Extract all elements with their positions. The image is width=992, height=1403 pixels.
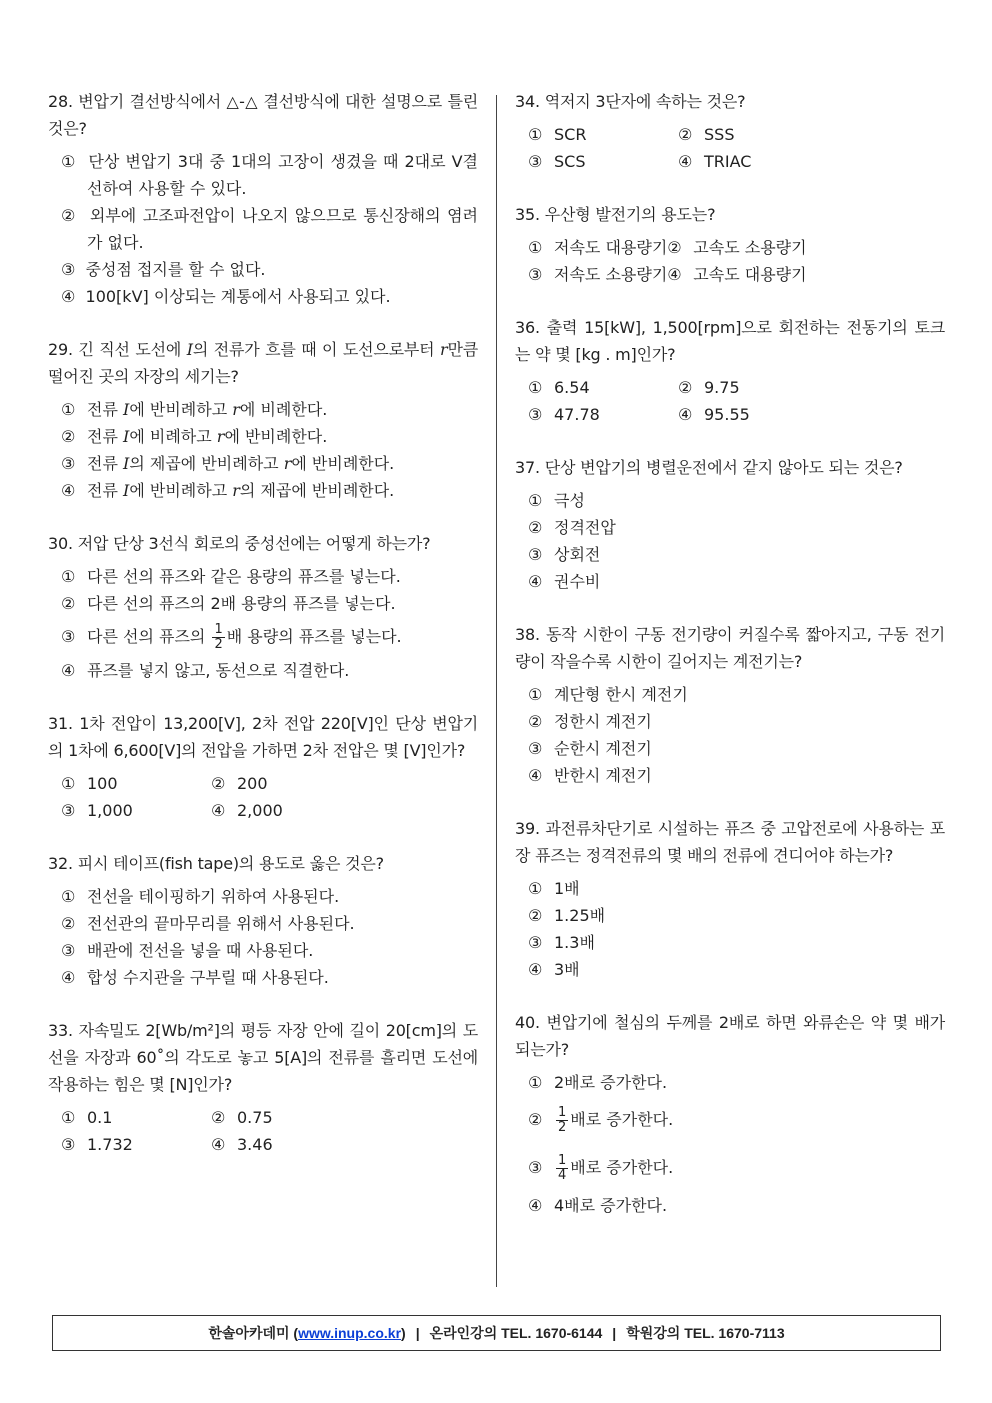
option-3[interactable] [61, 617, 478, 657]
question-35 [515, 201, 945, 288]
option-4[interactable] [211, 1131, 361, 1158]
option-number: ② [61, 427, 76, 446]
option-number: ③ [61, 260, 76, 279]
option-2[interactable] [528, 514, 945, 541]
option-4[interactable] [528, 956, 945, 983]
option-number: ① [528, 378, 543, 397]
option-text: $\frac{1}{2}$ 배로 증가한다. [558, 1105, 674, 1135]
stem-part: 29. 긴 직선 도선에 [48, 340, 187, 359]
option-3[interactable] [528, 1144, 945, 1192]
option-text: 47.78 [554, 405, 600, 424]
option-text: 1,000 [87, 801, 133, 820]
option-list [48, 396, 478, 504]
question-stem: 37. 단상 변압기의 병렬운전에서 같지 않아도 되는 것은? [515, 458, 903, 477]
option-3[interactable] [528, 735, 945, 762]
fraction: $\frac{1}{4}$ [558, 1153, 567, 1183]
option-grid [515, 121, 945, 175]
option-3[interactable] [528, 541, 945, 568]
question-stem: 28. 변압기 결선방식에서 △-△ 결선방식에 대한 설명으로 틀린 것은? [48, 92, 478, 138]
option-3[interactable] [528, 148, 678, 175]
option-list [515, 875, 945, 983]
option-text: 외부에 고조파전압이 나오지 않으므로 통신장해의 염려가 없다. [87, 206, 479, 252]
option-number: ③ [528, 265, 543, 284]
option-number: ② [528, 518, 543, 537]
option-text: 퓨즈를 넣지 않고, 동선으로 직결한다. [87, 661, 350, 680]
option-text: 저속도 대용량기 [554, 238, 668, 257]
question-38 [515, 621, 945, 789]
option-3[interactable] [61, 797, 211, 824]
option-text: 권수비 [554, 572, 601, 591]
option-1[interactable] [61, 1104, 211, 1131]
option-number: ② [61, 914, 76, 933]
option-text: 100 [87, 774, 118, 793]
option-3[interactable] [528, 261, 667, 288]
question-39 [515, 815, 945, 983]
option-number: ① [528, 685, 543, 704]
question-37 [515, 454, 945, 595]
question-stem: 30. 저압 단상 3선식 회로의 중성선에는 어떻게 하는가? [48, 534, 431, 553]
option-text: 0.75 [237, 1108, 273, 1127]
question-28 [48, 88, 478, 310]
option-2[interactable] [61, 590, 478, 617]
option-number: ④ [678, 152, 693, 171]
option-3[interactable] [528, 401, 678, 428]
option-text: $\frac{1}{4}$ 배로 증가한다. [558, 1153, 674, 1183]
offline-lecture-phone: 학원강의 TEL. 1670-7113 [626, 1325, 785, 1341]
option-number: ① [61, 400, 76, 419]
option-2[interactable] [61, 202, 478, 256]
option-text: 다른 선의 퓨즈의 2배 용량의 퓨즈를 넣는다. [87, 594, 396, 613]
option-text: 고속도 대용량기 [693, 265, 807, 284]
option-text: 정한시 계전기 [554, 712, 652, 731]
option-4[interactable] [528, 1192, 945, 1219]
question-40 [515, 1009, 945, 1219]
option-grid [48, 1104, 478, 1158]
option-text: 1.3배 [554, 933, 595, 952]
option-grid [515, 234, 945, 288]
online-lecture-phone: 온라인강의 TEL. 1670-6144 [429, 1325, 603, 1341]
stem-part: 의 전류가 흐를 때 이 도선으로부터 [192, 340, 441, 359]
option-grid [48, 770, 478, 824]
option-number: ① [528, 491, 543, 510]
footer-separator: | [612, 1325, 617, 1341]
option-text: 전류 I의 제곱에 반비례하고 r에 반비례한다. [87, 454, 395, 473]
option-number: ③ [528, 933, 543, 952]
option-text: SSS [704, 125, 735, 144]
question-stem: 35. 우산형 발전기의 용도는? [515, 205, 716, 224]
question-stem: 38. 동작 시한이 구동 전기량이 커질수록 짧아지고, 구동 전기량이 작을수록 시한이 길어지는 계전기는? [515, 625, 945, 671]
option-3[interactable] [61, 450, 478, 477]
question-stem: 31. 1차 전압이 13,200[V], 2차 전압 220[V]인 단상 변압기의 1차에 6,600[V]의 전압을 가하면 2차 전압은 몇 [V]인가? [48, 714, 478, 760]
question-31 [48, 710, 478, 824]
option-list [515, 681, 945, 789]
option-4[interactable] [61, 657, 478, 684]
option-4[interactable] [61, 477, 478, 504]
academy-name: 한솔아카데미 ( [208, 1325, 299, 1341]
option-text: 4배로 증가한다. [554, 1196, 668, 1215]
option-number: ④ [61, 968, 76, 987]
option-2[interactable] [667, 234, 806, 261]
option-1[interactable] [528, 1069, 945, 1096]
fraction: $\frac{1}{2}$ [214, 622, 223, 652]
option-text: 전류 I에 반비례하고 r의 제곱에 반비례한다. [87, 481, 395, 500]
option-number: ① [528, 879, 543, 898]
left-column [48, 88, 478, 1158]
question-34 [515, 88, 945, 175]
option-number: ③ [528, 1158, 543, 1177]
option-text: 상회전 [554, 545, 601, 564]
option-number: ① [61, 567, 76, 586]
option-4[interactable] [678, 401, 828, 428]
option-text: 2,000 [237, 801, 283, 820]
option-text: 200 [237, 774, 268, 793]
option-text: 다른 선의 퓨즈의 $\frac{1}{2}$ 배 용량의 퓨즈를 넣는다. [87, 622, 402, 652]
academy-close-paren: ) [401, 1325, 406, 1341]
question-33 [48, 1017, 478, 1158]
option-4[interactable] [211, 797, 361, 824]
option-number: ③ [528, 405, 543, 424]
option-3[interactable] [61, 1131, 211, 1158]
option-number: ③ [528, 152, 543, 171]
option-4[interactable] [667, 261, 806, 288]
option-number: ② [211, 774, 226, 793]
option-text: 3.46 [237, 1135, 273, 1154]
option-number: ③ [61, 454, 76, 473]
option-text: 100[kV] 이상되는 계통에서 사용되고 있다. [85, 287, 391, 306]
option-2[interactable] [678, 121, 828, 148]
option-number: ② [678, 125, 693, 144]
option-number: ④ [528, 572, 543, 591]
option-3[interactable] [61, 256, 478, 283]
option-3[interactable] [61, 937, 478, 964]
question-stem: 36. 출력 15[kW], 1,500[rpm]으로 회전하는 전동기의 토크는 약 몇 [kg . m]인가? [515, 318, 945, 364]
option-number: ④ [678, 405, 693, 424]
option-text: 1.25배 [554, 906, 606, 925]
option-text: 전류 I에 반비례하고 r에 비례한다. [87, 400, 328, 419]
option-number: ① [61, 887, 76, 906]
option-number: ④ [61, 287, 76, 306]
option-number: ① [61, 152, 77, 171]
question-stem: 40. 변압기에 철심의 두께를 2배로 하면 와류손은 약 몇 배가 되는가? [515, 1013, 945, 1059]
option-2[interactable] [211, 1104, 361, 1131]
question-36 [515, 314, 945, 428]
option-1[interactable] [528, 234, 667, 261]
option-text: TRIAC [704, 152, 752, 171]
option-1[interactable] [61, 883, 478, 910]
option-text: 극성 [554, 491, 585, 510]
right-column [515, 88, 945, 1219]
option-1[interactable] [61, 396, 478, 423]
option-text: 9.75 [704, 378, 740, 397]
option-text: 저속도 소용량기 [554, 265, 668, 284]
option-1[interactable] [528, 875, 945, 902]
option-2[interactable] [61, 423, 478, 450]
option-2[interactable] [528, 708, 945, 735]
option-number: ① [528, 1073, 543, 1092]
question-stem: 32. 피시 테이프(fish tape)의 용도로 옳은 것은? [48, 854, 384, 873]
option-number: ③ [61, 941, 76, 960]
variable-i: I [186, 340, 193, 359]
option-number: ② [667, 238, 682, 257]
option-number: ③ [61, 1135, 76, 1154]
academy-website-link[interactable]: www.inup.co.kr [298, 1325, 402, 1341]
option-text: 전선을 테이핑하기 위하여 사용된다. [87, 887, 340, 906]
option-text: 단상 변압기 3대 중 1대의 고장이 생겼을 때 2대로 V결선하여 사용할 수 있다. [87, 152, 479, 198]
option-number: ① [61, 774, 76, 793]
option-text: 2배로 증가한다. [554, 1073, 668, 1092]
option-2[interactable] [211, 770, 361, 797]
option-number: ① [61, 1108, 76, 1127]
option-number: ④ [211, 1135, 226, 1154]
option-text: 순한시 계전기 [554, 739, 652, 758]
option-text: 6.54 [554, 378, 590, 397]
option-list [515, 487, 945, 595]
column-divider [496, 95, 497, 1287]
option-number: ③ [528, 545, 543, 564]
option-1[interactable] [528, 487, 945, 514]
fraction: $\frac{1}{2}$ [558, 1105, 567, 1135]
option-list [48, 563, 478, 684]
option-text: 배관에 전선을 넣을 때 사용된다. [87, 941, 314, 960]
stem-part: 만큼 떨어진 곳의 자장의 세기는? [48, 340, 478, 386]
option-text: 다른 선의 퓨즈와 같은 용량의 퓨즈를 넣는다. [87, 567, 401, 586]
option-4[interactable] [528, 762, 945, 789]
option-grid [515, 374, 945, 428]
option-number: ② [528, 906, 543, 925]
option-number: ④ [61, 661, 76, 680]
option-text: 고속도 소용량기 [693, 238, 807, 257]
option-number: ④ [61, 481, 76, 500]
option-text: 합성 수지관을 구부릴 때 사용된다. [87, 968, 329, 987]
option-number: ① [528, 238, 543, 257]
option-text: SCS [554, 152, 586, 171]
footer-separator: | [415, 1325, 420, 1341]
question-30 [48, 530, 478, 684]
option-2[interactable] [61, 910, 478, 937]
option-text: 전류 I에 비례하고 r에 반비례한다. [87, 427, 328, 446]
option-text: 1.732 [87, 1135, 133, 1154]
option-1[interactable] [528, 681, 945, 708]
option-number: ② [678, 378, 693, 397]
option-text: 반한시 계전기 [554, 766, 652, 785]
option-number: ③ [61, 801, 76, 820]
option-text: 정격전압 [554, 518, 616, 537]
question-29 [48, 336, 478, 504]
question-stem: 33. 자속밀도 2[Wb/m²]의 평등 자장 안에 길이 20[cm]의 도선을 자장과 60˚의 각도로 놓고 5[A]의 전류를 흘리면 도선에 작용하는 힘은 몇 [N]인가? [48, 1021, 478, 1094]
option-1[interactable] [61, 770, 211, 797]
option-4[interactable] [61, 283, 478, 310]
option-2[interactable] [678, 374, 828, 401]
option-number: ④ [528, 960, 543, 979]
option-number: ② [528, 712, 543, 731]
option-1[interactable] [528, 121, 678, 148]
question-32 [48, 850, 478, 991]
option-4[interactable] [678, 148, 828, 175]
option-number: ③ [528, 739, 543, 758]
option-list [48, 883, 478, 991]
option-1[interactable] [61, 563, 478, 590]
variable-r: r [440, 340, 448, 359]
option-number: ② [61, 206, 77, 225]
question-stem: 34. 역저지 3단자에 속하는 것은? [515, 92, 746, 111]
option-text: 전선관의 끝마무리를 위해서 사용된다. [87, 914, 355, 933]
option-text: 계단형 한시 계전기 [554, 685, 688, 704]
option-number: ① [528, 125, 543, 144]
option-3[interactable] [528, 929, 945, 956]
option-number: ② [528, 1110, 543, 1129]
option-number: ② [211, 1108, 226, 1127]
footer-banner [52, 1315, 941, 1351]
option-number: ④ [528, 1196, 543, 1215]
option-number: ③ [61, 627, 76, 646]
option-text: 1배 [554, 879, 580, 898]
option-4[interactable] [61, 964, 478, 991]
option-number: ② [61, 594, 76, 613]
option-text: 중성점 접지를 할 수 없다. [85, 260, 266, 279]
question-stem: 39. 과전류차단기로 시설하는 퓨즈 중 고압전로에 사용하는 포장 퓨즈는 정격전류의 몇 배의 전류에 견디어야 하는가? [515, 819, 945, 865]
option-number: ④ [667, 265, 682, 284]
option-text: 95.55 [704, 405, 750, 424]
option-text: 0.1 [87, 1108, 113, 1127]
option-number: ④ [211, 801, 226, 820]
option-number: ④ [528, 766, 543, 785]
option-1[interactable] [528, 374, 678, 401]
option-4[interactable] [528, 568, 945, 595]
option-2[interactable] [528, 1096, 945, 1144]
option-list [48, 148, 478, 310]
question-stem [48, 336, 478, 390]
option-1[interactable] [61, 148, 478, 202]
option-text: SCR [554, 125, 587, 144]
option-text: 3배 [554, 960, 580, 979]
option-list [515, 1069, 945, 1219]
option-2[interactable] [528, 902, 945, 929]
